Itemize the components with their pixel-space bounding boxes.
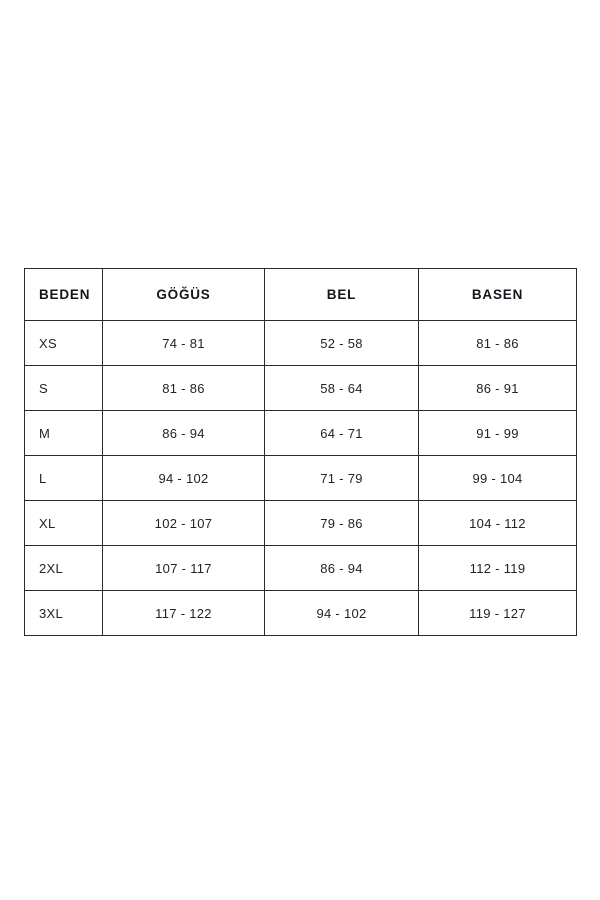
table-body [25, 321, 577, 636]
cell-basen: 112 - 119 [419, 546, 577, 591]
cell-bel: 58 - 64 [265, 366, 419, 411]
column-header-bel: BEL [265, 269, 419, 321]
cell-basen: 91 - 99 [419, 411, 577, 456]
cell-basen: 119 - 127 [419, 591, 577, 636]
size-chart-table [24, 268, 577, 636]
table-header [25, 269, 577, 321]
cell-size: 2XL [25, 546, 103, 591]
table-row [25, 501, 577, 546]
column-header-gogus: GÖĞÜS [103, 269, 265, 321]
cell-gogus: 94 - 102 [103, 456, 265, 501]
cell-size: M [25, 411, 103, 456]
size-chart-container [24, 268, 576, 636]
table-row [25, 366, 577, 411]
cell-gogus: 74 - 81 [103, 321, 265, 366]
cell-bel: 94 - 102 [265, 591, 419, 636]
cell-gogus: 107 - 117 [103, 546, 265, 591]
cell-basen: 104 - 112 [419, 501, 577, 546]
cell-size: L [25, 456, 103, 501]
table-header-row [25, 269, 577, 321]
table-row [25, 546, 577, 591]
cell-bel: 86 - 94 [265, 546, 419, 591]
cell-size: 3XL [25, 591, 103, 636]
cell-bel: 71 - 79 [265, 456, 419, 501]
cell-gogus: 81 - 86 [103, 366, 265, 411]
cell-basen: 86 - 91 [419, 366, 577, 411]
cell-size: S [25, 366, 103, 411]
table-row [25, 591, 577, 636]
cell-size: XL [25, 501, 103, 546]
cell-size: XS [25, 321, 103, 366]
column-header-beden: BEDEN [25, 269, 103, 321]
cell-bel: 52 - 58 [265, 321, 419, 366]
table-row [25, 321, 577, 366]
cell-gogus: 102 - 107 [103, 501, 265, 546]
column-header-basen: BASEN [419, 269, 577, 321]
cell-gogus: 86 - 94 [103, 411, 265, 456]
cell-gogus: 117 - 122 [103, 591, 265, 636]
cell-basen: 81 - 86 [419, 321, 577, 366]
cell-bel: 64 - 71 [265, 411, 419, 456]
table-row [25, 456, 577, 501]
cell-basen: 99 - 104 [419, 456, 577, 501]
cell-bel: 79 - 86 [265, 501, 419, 546]
table-row [25, 411, 577, 456]
